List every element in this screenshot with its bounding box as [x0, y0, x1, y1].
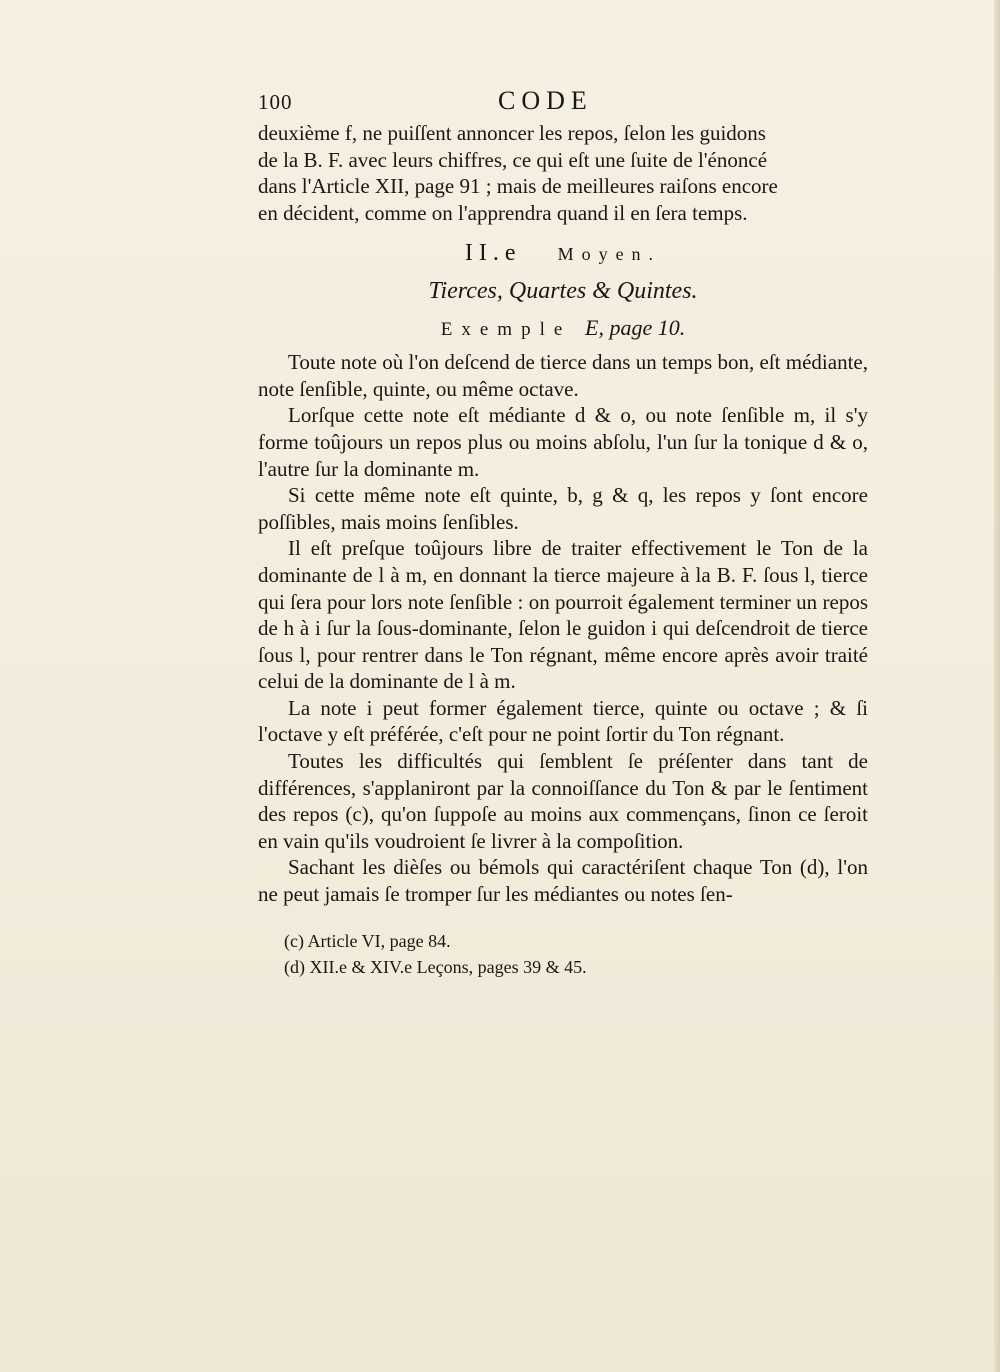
section-heading: [258, 240, 868, 268]
paragraph: Toutes les difficultés qui ſemblent ſe préſenter dans tant de différences, s'applaniront par la connoiſſance du Ton & par le ſentiment des repos (c), qu'on ſuppoſe au moins aux commençans, ſinon ce ſeroit en vain qu'ils voudroient ſe livrer à la compoſition.: [258, 749, 868, 853]
page-number: 100: [258, 90, 293, 114]
section-number: II.e: [464, 240, 522, 267]
page-edge: [994, 0, 1000, 1372]
text-line: dans l'Article XII, page 91 ; mais de meilleures raiſons encore: [258, 174, 778, 199]
section-subtitle: Tierces, Quartes & Quintes.: [428, 277, 698, 304]
paragraph: Lorſque cette note eſt médiante d & o, ou note ſenſible m, il s'y forme toûjours un repos plus ou moins abſolu, l'un ſur la tonique d & o, l'autre ſur la dominante m.: [258, 403, 868, 481]
text-line: en décident, comme on l'apprendra quand il en ſera temps.: [258, 200, 748, 225]
example-word: Exemple: [440, 318, 572, 340]
section-word: Moyen.: [557, 244, 662, 265]
example-heading: [258, 315, 868, 344]
footnote: (c) Article VI, page 84.: [284, 930, 451, 951]
paragraph: Sachant les dièſes ou bémols qui caractériſent chaque Ton (d), l'on ne peut jamais ſe tromper ſur les médiantes ou notes ſen-: [258, 855, 868, 907]
paragraph: Toute note où l'on deſcend de tierce dans un temps bon, eſt médiante, note ſenſible, quinte, ou même octave.: [258, 350, 868, 401]
example-reference: E, page 10.: [585, 314, 686, 340]
text-block: [258, 88, 868, 980]
page-header: [258, 88, 868, 120]
running-title: CODE: [498, 86, 593, 115]
paragraph: La note i peut former également tierce, quinte ou octave ; & ſi l'octave y eſt préférée, c'eſt pour ne point ſortir du Ton régnant.: [258, 695, 868, 747]
paragraph: Il eſt preſque toûjours libre de traiter effectivement le Ton de la dominante de l à m, en donnant la tierce majeure à la B. F. ſous l, tierce qui ſera pour lors note ſenſible : on pourroit également terminer un repos de h à i ſur la ſous-dominante, ſelon le guidon i qui deſcendroit de tierce ſous l, pour rentrer dans le Ton régnant, même encore après avoir traité celui de la dominante de l à m.: [258, 536, 868, 694]
text-line: de la B. F. avec leurs chiffres, ce qui eſt une ſuite de l'énoncé: [258, 147, 768, 172]
paragraph: Si cette même note eſt quinte, b, g & q, les repos y ſont encore poſſibles, mais moins ſenſibles.: [258, 483, 868, 534]
text-line: deuxième f, ne puiſſent annoncer les repos, ſelon les guidons: [258, 121, 766, 145]
footnotes: [284, 928, 868, 980]
footnote: (d) XII.e & XIV.e Leçons, pages 39 & 45.: [284, 956, 587, 977]
